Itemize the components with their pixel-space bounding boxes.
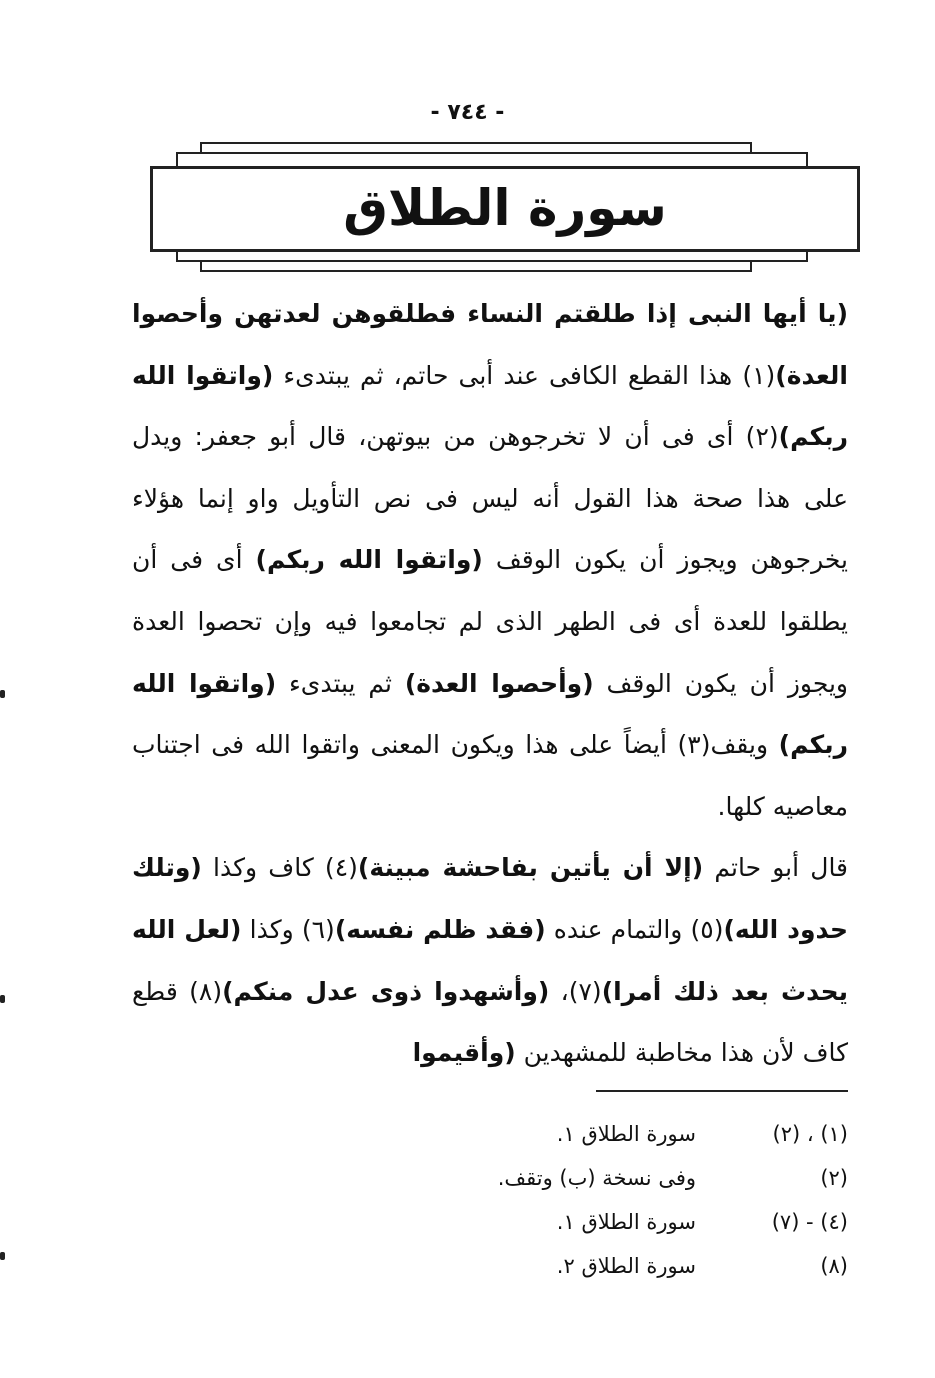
surah-title: سورة الطلاق (343, 179, 667, 237)
commentary-paragraph (132, 837, 848, 1083)
commentary-segment: (٥) والتمام عنده (545, 914, 724, 944)
footnote-ref: (٢) (820, 1166, 848, 1190)
commentary-text (132, 283, 848, 1084)
commentary-paragraph (132, 283, 848, 837)
page-number: - ٧٤٤ - (430, 100, 505, 125)
scan-margin-mark (0, 1252, 5, 1260)
quran-quote: (إلا أن يأتين بفاحشة مبينة) (357, 853, 704, 883)
commentary-segment: قال أبو حاتم (703, 853, 849, 883)
quran-quote: (واتقوا الله ربكم) (132, 668, 848, 760)
quran-quote: (وتلك حدود الله) (132, 853, 848, 944)
commentary-segment: (٢) أى فى أن لا تخرجوهن من بيوتهن، قال أبو جعفر: ويدل على هذا صحة هذا القول أنه ليس فى نص التأويل واو إنما هؤلاء يخرجوهن ويجوز أن يكون الوقف (132, 422, 848, 575)
quran-quote: (وأحصوا العدة) (404, 668, 594, 698)
commentary-segment: ويقف(٣) أيضاً على هذا ويكون المعنى واتقوا الله فى اجتناب معاصيه كلها. (132, 730, 848, 821)
footnote-text: وفى نسخة (ب) وتقف. (497, 1166, 696, 1190)
footnote-text: سورة الطلاق ١. (556, 1210, 696, 1234)
quran-quote: (يا أيها النبى إذا طلقتم النساء فطلقوهن لعدتهن وأحصوا العدة) (132, 299, 848, 390)
quran-quote: (وأشهدوا ذوى عدل منكم) (222, 976, 550, 1006)
footnote (420, 1156, 848, 1200)
scan-margin-mark (0, 690, 5, 698)
quran-quote: (لعل الله يحدث بعد ذلك أمرا) (132, 914, 848, 1006)
footnotes (420, 1112, 848, 1288)
footnote-separator (596, 1090, 848, 1092)
footnote (420, 1200, 848, 1244)
footnote-ref: (٤) - (٧) (771, 1210, 848, 1234)
quran-quote: (وأقيموا (412, 1038, 516, 1068)
footnote (420, 1244, 848, 1288)
commentary-segment: (٦) وكذا (241, 914, 335, 944)
footnote (420, 1112, 848, 1156)
commentary-segment: (٤) كاف وكذا (201, 853, 358, 883)
footnote-text: سورة الطلاق ١. (556, 1122, 696, 1146)
commentary-segment: (٧)، (549, 976, 602, 1006)
quran-quote: (واتقوا الله ربكم) (132, 360, 848, 452)
quran-quote: (واتقوا الله ربكم) (255, 545, 483, 575)
commentary-segment: (١) هذا القطع الكافى عند أبى حاتم، ثم يبتدىء (273, 360, 776, 390)
commentary-segment: (٨) قطع كاف لأن هذا مخاطبة للمشهدين (132, 976, 848, 1068)
quran-quote: (فقد ظلم نفسه) (334, 914, 546, 944)
footnote-ref: (٨) (820, 1254, 848, 1278)
commentary-segment: ثم يبتدىء (276, 668, 405, 698)
commentary-segment: أى فى أن يطلقوا للعدة أى فى الطهر الذى لم تجامعوا فيه وإن تحصوا العدة ويجوز أن يكون الوقف (132, 545, 848, 698)
footnote-ref: (١) ، (٢) (772, 1122, 848, 1146)
footnote-text: سورة الطلاق ٢. (556, 1254, 696, 1278)
scan-margin-mark (0, 995, 5, 1003)
